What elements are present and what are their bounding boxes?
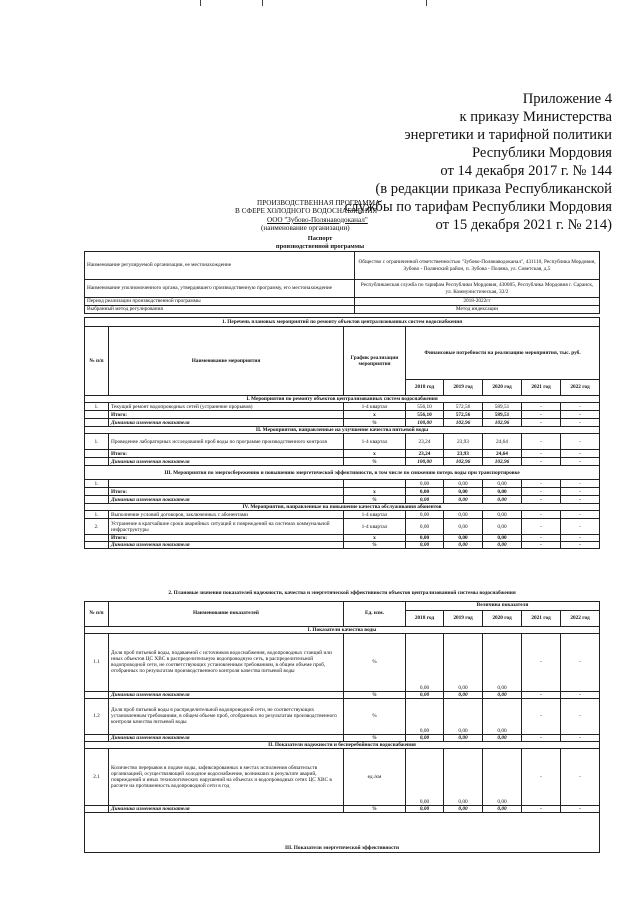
- column-header: Величина показателя: [406, 601, 600, 610]
- year-header: 2020 год: [483, 380, 522, 396]
- year-header: 2020 год: [483, 610, 522, 626]
- table-row: [85, 403, 600, 411]
- value-cell: 102,96: [444, 419, 483, 427]
- year-header: 2018 год: [406, 610, 444, 626]
- section-title: III. Мероприятия по энергосбережению и повышению энергетической эффективности, в том числе по снижению потерь воды при транспортировке: [85, 466, 600, 480]
- row-name: Количество перерывов в подаче воды, зафиксированных в местах исполнения обязательств организацией, осуществляющей холодное водоснабжение, возникших в результате аварий, повреждений и иных технологических нарушений на объектах и водопроводных сетях ЦС ХВС в расчете на протяженность водопроводной сети в год: [109, 748, 344, 805]
- row-number: 1.1: [85, 633, 109, 691]
- column-header: № п/п: [85, 327, 109, 396]
- section-title: II. Мероприятия, направленные на улучшение качества питьевой воды: [85, 427, 600, 434]
- section-title: IV. Мероприятия, направленные на повышение качества обслуживания абонентов: [85, 504, 600, 511]
- table-row: [85, 748, 600, 805]
- value-cell: 24,64: [483, 450, 522, 458]
- value-cell: -: [522, 403, 561, 411]
- value-cell: -: [522, 734, 561, 741]
- row-number: [85, 419, 109, 427]
- year-header: 2022 год: [561, 610, 600, 626]
- section-title: III. Показатели энергетической эффективности: [85, 844, 600, 852]
- row-name: Итого:: [109, 411, 344, 419]
- section-row: [85, 466, 600, 480]
- value-cell: 0,00: [444, 633, 483, 691]
- value-cell: -: [561, 403, 600, 411]
- scan-mark: [262, 0, 263, 6]
- row-schedule: х: [344, 450, 406, 458]
- program-title: ПРОИЗВОДСТВЕННАЯ ПРОГРАММА: [257, 199, 381, 207]
- value-cell: 0,00: [444, 734, 483, 741]
- value-cell: 0,00: [406, 488, 444, 496]
- table-title: 2. Плановые значения показателей надежности, качества и энергетической эффективности объектов централизованной системы водоснабжения: [85, 585, 600, 601]
- value-cell: 0,00: [483, 496, 522, 504]
- value-cell: -: [522, 519, 561, 535]
- row-name: Динамика изменения показателя: [109, 458, 344, 466]
- value-cell: -: [561, 519, 600, 535]
- value-cell: 0,00: [483, 488, 522, 496]
- passport-label: Наименование уполномоченного органа, утвердившего производственную программу, его местонахождение: [85, 280, 355, 298]
- value-cell: 0,00: [483, 734, 522, 741]
- section-row: [85, 741, 600, 748]
- row-schedule: [344, 480, 406, 488]
- value-cell: 0,00: [483, 691, 522, 698]
- value-cell: 572,56: [444, 403, 483, 411]
- value-cell: -: [522, 542, 561, 549]
- table-row: [85, 480, 600, 488]
- value-cell: 100,00: [406, 419, 444, 427]
- header-line: от 14 декабря 2017 г. № 144: [440, 163, 612, 179]
- value-cell: 0,00: [483, 511, 522, 519]
- row-schedule: %: [344, 458, 406, 466]
- value-cell: -: [522, 458, 561, 466]
- year-header: 2019 год: [444, 610, 483, 626]
- value-cell: 572,56: [444, 411, 483, 419]
- table-row: [85, 633, 600, 691]
- value-cell: 0,00: [483, 805, 522, 812]
- value-cell: 0,00: [483, 480, 522, 488]
- row-schedule: 1-4 квартал: [344, 519, 406, 535]
- row-schedule: %: [344, 542, 406, 549]
- row-schedule: 1-4 квартал: [344, 434, 406, 450]
- value-cell: 0,00: [483, 698, 522, 734]
- row-number: 2.: [85, 519, 109, 535]
- row-schedule: х: [344, 535, 406, 542]
- value-cell: -: [522, 535, 561, 542]
- column-header: Финансовые потребности на реализацию мероприятия, тыс. руб.: [406, 327, 600, 380]
- value-cell: -: [561, 511, 600, 519]
- value-cell: 0,00: [406, 519, 444, 535]
- value-cell: 556,10: [406, 411, 444, 419]
- value-cell: -: [561, 480, 600, 488]
- header-line: службы по тарифам Республики Мордовия: [344, 199, 612, 215]
- value-cell: 0,00: [406, 633, 444, 691]
- row-name: Динамика изменения показателя: [109, 419, 344, 427]
- value-cell: -: [561, 633, 600, 691]
- table-row: [85, 734, 600, 741]
- row-schedule: х: [344, 488, 406, 496]
- value-cell: -: [561, 542, 600, 549]
- passport-value: Метод индексации: [355, 306, 600, 314]
- year-header: 2019 год: [444, 380, 483, 396]
- table-row: [85, 419, 600, 427]
- value-cell: -: [522, 511, 561, 519]
- organization-name: ООО "Зубово-Полянаводоканал": [267, 215, 368, 224]
- value-cell: -: [522, 480, 561, 488]
- value-cell: -: [522, 496, 561, 504]
- repair-measures-table: [84, 317, 600, 549]
- section-title: I. Мероприятия по ремонту объектов централизованных систем водоснабжения: [85, 396, 600, 403]
- row-number: [85, 496, 109, 504]
- scan-mark: [200, 0, 201, 6]
- section-row: [85, 626, 600, 633]
- value-cell: 0,00: [444, 480, 483, 488]
- row-number: [85, 458, 109, 466]
- table-row: [85, 805, 600, 812]
- year-header: 2018 год: [406, 380, 444, 396]
- value-cell: 0,00: [406, 698, 444, 734]
- row-number: 1.: [85, 434, 109, 450]
- value-cell: -: [522, 698, 561, 734]
- table-header-row: [85, 601, 600, 610]
- row-number: [85, 535, 109, 542]
- value-cell: -: [561, 698, 600, 734]
- row-unit: %: [344, 691, 406, 698]
- year-header: 2022 год: [561, 380, 600, 396]
- value-cell: -: [522, 450, 561, 458]
- column-header: График реализации мероприятия: [344, 327, 406, 396]
- header-line: Приложение 4: [522, 91, 612, 107]
- value-cell: 0,00: [444, 805, 483, 812]
- passport-label: Выбранный метод регулирования: [85, 306, 355, 314]
- row-name: Устранение в кратчайшие сроки аварийных ситуаций и повреждений на системах коммунальной инфраструктуры: [109, 519, 344, 535]
- value-cell: 0,00: [406, 734, 444, 741]
- value-cell: -: [561, 411, 600, 419]
- row-name: Проведение лабораторных исследований проб воды по программе производственного контроля: [109, 434, 344, 450]
- value-cell: 0,00: [444, 748, 483, 805]
- header-line: Республики Мордовия: [471, 145, 612, 161]
- row-number: 1.2: [85, 698, 109, 734]
- organization-caption: (наименование организации): [261, 224, 350, 233]
- row-number: [85, 411, 109, 419]
- row-schedule: %: [344, 496, 406, 504]
- header-line: к приказу Министерства: [459, 109, 612, 125]
- row-name: Итого:: [109, 488, 344, 496]
- value-cell: 0,00: [444, 535, 483, 542]
- row-unit: %: [344, 805, 406, 812]
- section-row: [85, 427, 600, 434]
- table-row: [85, 280, 600, 298]
- value-cell: -: [561, 419, 600, 427]
- table-row: [85, 411, 600, 419]
- table-row: [85, 698, 600, 734]
- row-unit: %: [344, 734, 406, 741]
- table-row: [85, 434, 600, 450]
- row-number: 2.1: [85, 748, 109, 805]
- value-cell: -: [522, 434, 561, 450]
- value-cell: 0,00: [483, 633, 522, 691]
- section-row: [85, 504, 600, 511]
- row-unit: %: [344, 698, 406, 734]
- value-cell: 0,00: [444, 542, 483, 549]
- program-title-block: [235, 199, 435, 233]
- header-line: от 15 декабря 2021 г. № 214): [435, 217, 612, 233]
- column-header: № п/п: [85, 601, 109, 626]
- value-cell: 0,00: [444, 511, 483, 519]
- table-row: [85, 691, 600, 698]
- value-cell: 0,00: [406, 542, 444, 549]
- passport-label: Период реализации производственной программы: [85, 298, 355, 306]
- scan-mark: [426, 0, 427, 6]
- value-cell: -: [561, 488, 600, 496]
- value-cell: 0,00: [444, 691, 483, 698]
- row-number: 1.: [85, 480, 109, 488]
- value-cell: 100,00: [406, 458, 444, 466]
- passport-subtitle: производственной программы: [275, 242, 365, 250]
- passport-heading: [200, 235, 440, 250]
- value-cell: -: [522, 419, 561, 427]
- program-subtitle: В СФЕРЕ ХОЛОДНОГО ВОДОСНАБЖЕНИЯ: [235, 207, 378, 216]
- row-name: Итого:: [109, 450, 344, 458]
- row-schedule: 1-4 квартал: [344, 511, 406, 519]
- table-row: [85, 252, 600, 280]
- passport-label: Наименование регулируемой организации, ее местонахождение: [85, 252, 355, 280]
- table-row: [85, 585, 600, 601]
- header-line: энергетики и тарифной политики: [404, 127, 612, 143]
- row-schedule: 1-4 квартал: [344, 403, 406, 411]
- value-cell: -: [561, 496, 600, 504]
- year-header: 2021 год: [522, 610, 561, 626]
- table-title: 1. Перечень плановых мероприятий по ремонту объектов централизованных систем водоснабжения: [85, 318, 600, 327]
- value-cell: 102,96: [483, 419, 522, 427]
- value-cell: -: [522, 633, 561, 691]
- value-cell: 23,24: [406, 434, 444, 450]
- row-number: [85, 488, 109, 496]
- header-line: (в редакции приказа Республиканской: [375, 181, 612, 197]
- column-header: Наименование показателей: [109, 601, 344, 626]
- value-cell: -: [561, 535, 600, 542]
- value-cell: -: [561, 805, 600, 812]
- value-cell: 0,00: [406, 805, 444, 812]
- value-cell: -: [522, 411, 561, 419]
- value-cell: 0,00: [406, 691, 444, 698]
- column-header: Ед. изм.: [344, 601, 406, 626]
- value-cell: 0,00: [483, 519, 522, 535]
- row-name: Выполнение условий договоров, заключенных с абонентами: [109, 511, 344, 519]
- value-cell: -: [561, 748, 600, 805]
- value-cell: 102,96: [444, 458, 483, 466]
- table-row: [85, 488, 600, 496]
- value-cell: 0,00: [406, 480, 444, 488]
- row-name: Доля проб питьевой воды в распределительной водопроводной сети, не соответствующих установленным требованиям, в общем объеме проб, отобранных по результатам производственного контроля качества питьевой воды: [109, 698, 344, 734]
- value-cell: 0,00: [406, 511, 444, 519]
- value-cell: -: [522, 488, 561, 496]
- value-cell: 23,93: [444, 434, 483, 450]
- value-cell: -: [522, 748, 561, 805]
- table-row: [85, 298, 600, 306]
- row-name: Динамика изменения показателя: [109, 734, 344, 741]
- value-cell: 589,51: [483, 411, 522, 419]
- table-row: [85, 458, 600, 466]
- value-cell: -: [561, 691, 600, 698]
- section-row: [85, 396, 600, 403]
- year-header: 2021 год: [522, 380, 561, 396]
- row-unit: ед./км: [344, 748, 406, 805]
- indicators-table: [84, 585, 600, 853]
- value-cell: -: [561, 734, 600, 741]
- value-cell: -: [561, 458, 600, 466]
- row-number: [85, 542, 109, 549]
- section-row: [85, 844, 600, 852]
- table-row: [85, 812, 600, 844]
- row-name: Текущий ремонт водопроводных сетей (устранение прорывов): [109, 403, 344, 411]
- table-row: [85, 450, 600, 458]
- row-unit: %: [344, 633, 406, 691]
- value-cell: 0,00: [406, 748, 444, 805]
- row-name: Доля проб питьевой воды, подаваемой с источников водоснабжения, водопроводных станций или иных объектов ЦС ХВС в распределительную водопроводную сеть, в распределительной водопроводной сети, не соответствующих установленным требованиям, в общем объеме проб, отобранных по результатам производственного контроля качества питьевой воды: [109, 633, 344, 691]
- row-number: 1.: [85, 403, 109, 411]
- passport-table: [84, 251, 600, 314]
- column-header: Наименование мероприятия: [109, 327, 344, 396]
- passport-value: 2018-2022гг: [355, 298, 600, 306]
- row-number: [85, 805, 109, 812]
- table-row: [85, 511, 600, 519]
- value-cell: -: [561, 450, 600, 458]
- row-name: Итого:: [109, 535, 344, 542]
- value-cell: 0,00: [406, 496, 444, 504]
- passport-title: Паспорт: [307, 235, 333, 242]
- table-row: [85, 542, 600, 549]
- value-cell: 24,64: [483, 434, 522, 450]
- value-cell: 556,10: [406, 403, 444, 411]
- value-cell: 0,00: [483, 542, 522, 549]
- row-name: [109, 480, 344, 488]
- section-title: II. Показатели надежности и бесперебойности водоснабжения: [85, 741, 600, 748]
- row-number: [85, 450, 109, 458]
- row-name: Динамика изменения показателя: [109, 542, 344, 549]
- row-number: [85, 691, 109, 698]
- passport-value: Республиканская служба по тарифам Республики Мордовия, 430005, Республика Мордовия г. Саранск, ул. Коммунистическая, 33/2: [355, 280, 600, 298]
- value-cell: 589,51: [483, 403, 522, 411]
- row-schedule: х: [344, 411, 406, 419]
- value-cell: 0,00: [444, 698, 483, 734]
- value-cell: 0,00: [483, 535, 522, 542]
- value-cell: -: [522, 691, 561, 698]
- value-cell: 23,93: [444, 450, 483, 458]
- table-row: [85, 519, 600, 535]
- row-number: 1.: [85, 511, 109, 519]
- table-row: [85, 306, 600, 314]
- value-cell: 0,00: [483, 748, 522, 805]
- row-name: Динамика изменения показателя: [109, 691, 344, 698]
- value-cell: 0,00: [444, 519, 483, 535]
- table-row: [85, 318, 600, 327]
- value-cell: 23,24: [406, 450, 444, 458]
- value-cell: 0,00: [444, 488, 483, 496]
- passport-value: Общество с ограниченной ответственностью "Зубово-Полянаводоканал", 431110, Республика Мордовия, Зубово - Полянский район, п. Зубова - Поляна, ул. Советская, д.5: [355, 252, 600, 280]
- section-title: I. Показатели качества воды: [85, 626, 600, 633]
- row-schedule: %: [344, 419, 406, 427]
- table-header-row: [85, 327, 600, 380]
- value-cell: 0,00: [444, 496, 483, 504]
- table-row: [85, 535, 600, 542]
- row-name: Динамика изменения показателя: [109, 496, 344, 504]
- row-name: Динамика изменения показателя: [109, 805, 344, 812]
- row-number: [85, 734, 109, 741]
- value-cell: 0,00: [406, 535, 444, 542]
- value-cell: -: [561, 434, 600, 450]
- value-cell: -: [522, 805, 561, 812]
- table-row: [85, 496, 600, 504]
- value-cell: 102,96: [483, 458, 522, 466]
